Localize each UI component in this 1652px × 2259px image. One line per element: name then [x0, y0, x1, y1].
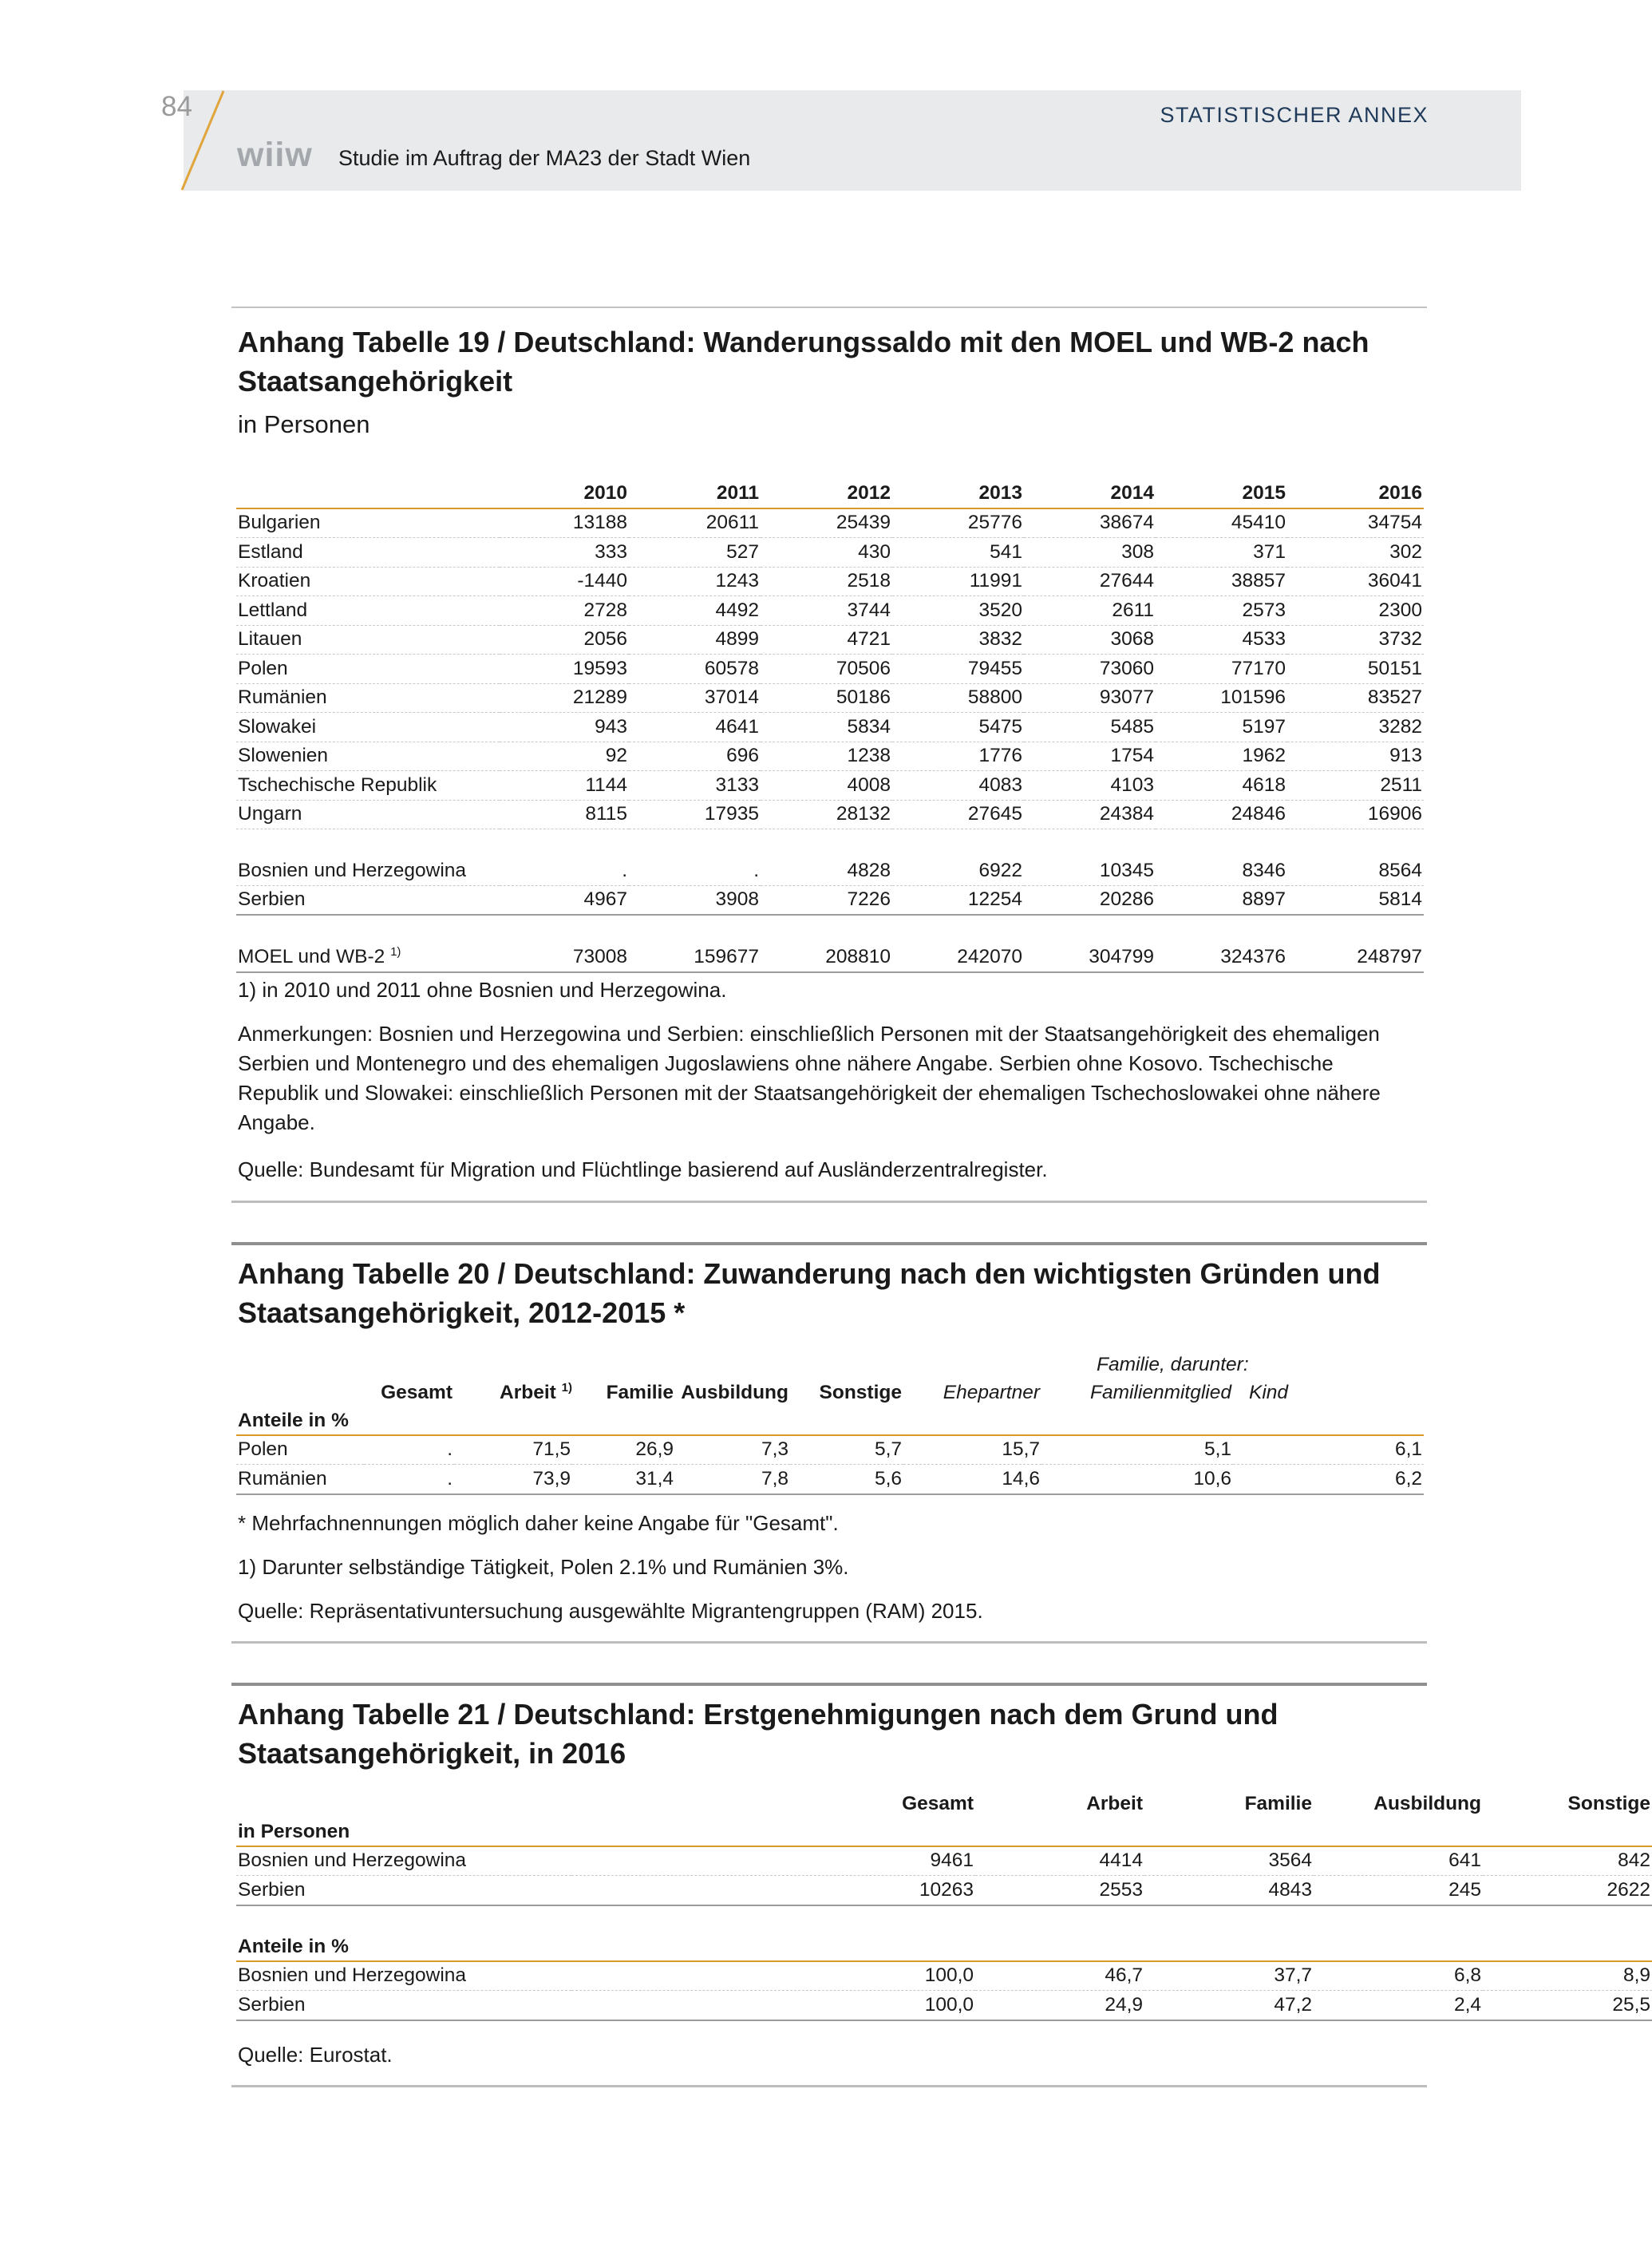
col-header	[454, 1379, 572, 1407]
table-cell: 541	[892, 538, 1024, 568]
table21-title: Anhang Tabelle 21 / Deutschland: Erstgenehmigungen nach dem Grund und Staatsangehörigkeit, in 2016	[238, 1698, 1279, 1770]
row-label: Bosnien und Herzegowina	[236, 1846, 571, 1876]
table-cell: 1243	[629, 567, 761, 596]
table-cell: 1962	[1156, 742, 1287, 771]
table21-corner	[236, 1790, 571, 1818]
table-row	[236, 1846, 1652, 1876]
table-row	[236, 1435, 1424, 1465]
table-cell: 4533	[1156, 625, 1287, 655]
table20	[236, 1379, 1424, 1495]
table-cell: 13188	[500, 508, 629, 538]
row-label: Bulgarien	[236, 508, 500, 538]
table-cell: 1754	[1024, 742, 1156, 771]
col-header: 2010	[500, 479, 629, 508]
table-cell: 12254	[892, 885, 1024, 915]
total-cell: 159677	[629, 943, 761, 972]
table-cell: 37,7	[1144, 1961, 1314, 1991]
table-cell: 8,9	[1483, 1961, 1652, 1991]
col-header: 2012	[761, 479, 892, 508]
table-cell: 4618	[1156, 771, 1287, 801]
table20-header-row	[236, 1379, 1424, 1407]
table-row	[236, 742, 1424, 771]
table-cell: 5197	[1156, 713, 1287, 742]
table-cell: 4414	[975, 1846, 1144, 1876]
table-cell: 641	[1314, 1846, 1483, 1876]
total-cell: 248797	[1287, 943, 1424, 972]
row-label: Slowenien	[236, 742, 500, 771]
table-cell: 5814	[1287, 885, 1424, 915]
table-cell: 4828	[761, 857, 892, 885]
table-cell: 3832	[892, 625, 1024, 655]
table-cell: 5475	[892, 713, 1024, 742]
col-header: Familienmitglied	[1089, 1381, 1231, 1403]
table-cell: 25,5	[1483, 1991, 1652, 2020]
table-row	[236, 625, 1424, 655]
table19-body-wb	[236, 857, 1424, 915]
table21-section-persons	[236, 1818, 1652, 1846]
table-cell: 4083	[892, 771, 1024, 801]
row-label: Slowakei	[236, 713, 500, 742]
table-cell: 50186	[761, 683, 892, 713]
table-cell: 6,2	[1233, 1465, 1424, 1494]
table-cell: 19593	[500, 655, 629, 684]
section-label: STATISTISCHER ANNEX	[1160, 103, 1429, 127]
table-cell: 371	[1156, 538, 1287, 568]
table-row	[236, 596, 1424, 626]
col-header: 2014	[1024, 479, 1156, 508]
table19-title: Anhang Tabelle 19 / Deutschland: Wanderungssaldo mit den MOEL und WB-2 nach Staatsangehörigkeit	[238, 326, 1369, 398]
table-cell: -1440	[500, 567, 629, 596]
row-label: Serbien	[236, 1876, 571, 1905]
table-cell: 101596	[1156, 683, 1287, 713]
table-row	[236, 1961, 1652, 1991]
table-cell: 37014	[629, 683, 761, 713]
table19-source: Quelle: Bundesamt für Migration und Flüchtlinge basierend auf Ausländerzentralregister.	[238, 1157, 1048, 1181]
table21-source: Quelle: Eurostat.	[238, 2043, 393, 2067]
table-cell: 31,4	[572, 1465, 675, 1494]
table-cell: 7,8	[675, 1465, 790, 1494]
row-label	[236, 943, 500, 972]
table-cell: 4967	[500, 885, 629, 915]
col-header: Gesamt	[381, 1381, 453, 1403]
table-cell: 100,0	[571, 1961, 975, 1991]
col-header: Ehepartner	[943, 1381, 1040, 1403]
table-cell: 2056	[500, 625, 629, 655]
table-cell: 6922	[892, 857, 1024, 885]
table19-header-row	[236, 479, 1424, 508]
table-cell: 3520	[892, 596, 1024, 626]
row-label: Tschechische Republik	[236, 771, 500, 801]
table-cell: 34754	[1287, 508, 1424, 538]
table-cell: 27645	[892, 800, 1024, 829]
table-row	[236, 1876, 1652, 1905]
table-row	[236, 800, 1424, 829]
table-cell: 38857	[1156, 567, 1287, 596]
table-cell: 47,2	[1144, 1991, 1314, 2020]
table-cell: 77170	[1156, 655, 1287, 684]
table-cell: 5,6	[790, 1465, 903, 1494]
table-cell: 71,5	[454, 1435, 572, 1465]
table-cell: 308	[1024, 538, 1156, 568]
table-cell: 2622	[1483, 1876, 1652, 1905]
table-cell: 5834	[761, 713, 892, 742]
table-cell: 8564	[1287, 857, 1424, 885]
table-row	[236, 857, 1424, 885]
col-header: Ausbildung	[681, 1381, 788, 1403]
page-number: 84	[161, 91, 192, 122]
section-label: Anteile in %	[236, 1933, 1652, 1961]
table19-corner	[236, 479, 500, 508]
table19-unit: in Personen	[238, 410, 370, 438]
table-cell: 14,6	[903, 1465, 1041, 1494]
table-cell: 3908	[629, 885, 761, 915]
table-cell: 28132	[761, 800, 892, 829]
table20-source: Quelle: Repräsentativuntersuchung ausgewählte Migrantengruppen (RAM) 2015.	[238, 1599, 983, 1623]
table20-title: Anhang Tabelle 20 / Deutschland: Zuwanderung nach den wichtigsten Gründen und Staatsangehörigkeit, 2012-2015 *	[238, 1257, 1381, 1329]
table-cell: 8346	[1156, 857, 1287, 885]
table-cell: 10263	[571, 1876, 975, 1905]
table-row	[236, 538, 1424, 568]
divider	[231, 1641, 1427, 1644]
table20-group-header: Familie, darunter:	[1097, 1354, 1249, 1375]
table-cell: 4721	[761, 625, 892, 655]
table21-header-row	[236, 1790, 1652, 1818]
table21-body-persons	[236, 1846, 1652, 1905]
study-subtitle: Studie im Auftrag der MA23 der Stadt Wien	[338, 146, 751, 170]
table-cell: 333	[500, 538, 629, 568]
col-header: Familie	[1244, 1792, 1312, 1814]
table-cell: 5485	[1024, 713, 1156, 742]
table-cell: 10345	[1024, 857, 1156, 885]
table19-footnote: 1) in 2010 und 2011 ohne Bosnien und Herzegowina.	[238, 978, 727, 1002]
table-row	[236, 508, 1424, 538]
divider	[231, 1683, 1427, 1686]
col-header: Gesamt	[902, 1792, 974, 1814]
table-cell: 45410	[1156, 508, 1287, 538]
table-cell: 3732	[1287, 625, 1424, 655]
table19-remarks: Anmerkungen: Bosnien und Herzegowina und Serbien: einschließlich Personen mit der Staatsangehörigkeit des ehemaligen Serbien und Montenegro und des ehemaligen Jugoslawiens ohne nähere Angabe. Serbien ohne Kosovo. Tschechische Republik und Slowakei: einschließlich Personen mit der Staatsangehörigkeit der ehemaligen Tschechoslowakei ohne nähere Angabe.	[238, 1022, 1381, 1134]
table-cell: 2518	[761, 567, 892, 596]
table-cell: 17935	[629, 800, 761, 829]
table-row	[236, 655, 1424, 684]
table20-body	[236, 1435, 1424, 1494]
table-cell: 8115	[500, 800, 629, 829]
table-cell: 943	[500, 713, 629, 742]
table-cell: 4641	[629, 713, 761, 742]
footnote-mark: 1)	[390, 944, 401, 959]
col-header: Kind	[1249, 1381, 1289, 1403]
col-header: Arbeit	[1086, 1792, 1143, 1814]
table-cell: 245	[1314, 1876, 1483, 1905]
table-cell: 4492	[629, 596, 761, 626]
table19-total-row	[236, 943, 1424, 972]
table-row	[236, 1991, 1652, 2020]
table-cell: 6,8	[1314, 1961, 1483, 1991]
table-cell: 2553	[975, 1876, 1144, 1905]
table-cell: 2,4	[1314, 1991, 1483, 2020]
table-cell: 527	[629, 538, 761, 568]
table-cell: 696	[629, 742, 761, 771]
table-cell: 24384	[1024, 800, 1156, 829]
divider	[231, 1201, 1427, 1203]
table-cell: 2573	[1156, 596, 1287, 626]
logo-slash-icon	[177, 89, 233, 193]
table-cell: 11991	[892, 567, 1024, 596]
table-row	[236, 771, 1424, 801]
table19	[236, 479, 1424, 973]
table-cell: 60578	[629, 655, 761, 684]
table21-section-shares	[236, 1933, 1652, 1961]
total-label: MOEL und WB-2	[238, 945, 385, 967]
table-cell: 58800	[892, 683, 1024, 713]
table-cell: 100,0	[571, 1991, 975, 2020]
table21-body-shares	[236, 1961, 1652, 2020]
table-cell: .	[364, 1435, 454, 1465]
table-cell: 24,9	[975, 1991, 1144, 2020]
footnote-mark: 1)	[561, 1380, 572, 1395]
col-header: 2013	[892, 479, 1024, 508]
table-cell: 73,9	[454, 1465, 572, 1494]
row-label: Estland	[236, 538, 500, 568]
col-header: Sonstige	[1567, 1792, 1650, 1814]
row-label: Serbien	[236, 1991, 571, 2020]
table-cell: 3744	[761, 596, 892, 626]
table-cell: 6,1	[1233, 1435, 1424, 1465]
table-cell: 3068	[1024, 625, 1156, 655]
table-cell: 1238	[761, 742, 892, 771]
table-cell: 25776	[892, 508, 1024, 538]
table-cell: 20611	[629, 508, 761, 538]
table-cell: 50151	[1287, 655, 1424, 684]
col-header: 2016	[1287, 479, 1424, 508]
table-cell: 2728	[500, 596, 629, 626]
table-cell: 4899	[629, 625, 761, 655]
table-cell: 913	[1287, 742, 1424, 771]
section-label: Anteile in %	[236, 1407, 1424, 1435]
table-cell: 2611	[1024, 596, 1156, 626]
wiiw-logo: wiiw	[237, 136, 313, 174]
table-cell: 73060	[1024, 655, 1156, 684]
row-label: Polen	[236, 655, 500, 684]
table19-body	[236, 508, 1424, 829]
table-cell: 2511	[1287, 771, 1424, 801]
table21	[236, 1790, 1652, 2021]
table-cell: 4008	[761, 771, 892, 801]
table-cell: .	[364, 1465, 454, 1494]
table-cell: 16906	[1287, 800, 1424, 829]
table-cell: 27644	[1024, 567, 1156, 596]
table-cell: 842	[1483, 1846, 1652, 1876]
table-cell: 36041	[1287, 567, 1424, 596]
table-row	[236, 713, 1424, 742]
total-cell: 304799	[1024, 943, 1156, 972]
divider	[231, 2085, 1427, 2087]
table-cell: 8897	[1156, 885, 1287, 915]
table-cell: 5,1	[1041, 1435, 1233, 1465]
divider	[231, 307, 1427, 308]
row-label: Bosnien und Herzegowina	[236, 1961, 571, 1991]
table-cell: 93077	[1024, 683, 1156, 713]
table-cell: 24846	[1156, 800, 1287, 829]
table-cell: 3564	[1144, 1846, 1314, 1876]
table-row	[236, 567, 1424, 596]
table-cell: 1144	[500, 771, 629, 801]
table20-section-row	[236, 1407, 1424, 1435]
table-cell: 430	[761, 538, 892, 568]
row-label: Serbien	[236, 885, 500, 915]
table-cell: 9461	[571, 1846, 975, 1876]
row-label: Rumänien	[236, 1465, 364, 1494]
table-cell: 1776	[892, 742, 1024, 771]
total-cell: 73008	[500, 943, 629, 972]
table20-note-star: * Mehrfachnennungen möglich daher keine Angabe für "Gesamt".	[238, 1511, 839, 1535]
section-label: in Personen	[236, 1818, 1652, 1846]
col-header: 2011	[629, 479, 761, 508]
row-label: Rumänien	[236, 683, 500, 713]
table-row	[236, 885, 1424, 915]
table-cell: 46,7	[975, 1961, 1144, 1991]
table-cell: 79455	[892, 655, 1024, 684]
row-label: Ungarn	[236, 800, 500, 829]
table-cell: 25439	[761, 508, 892, 538]
table-cell: 7,3	[675, 1435, 790, 1465]
table-cell: 2300	[1287, 596, 1424, 626]
table-cell: 21289	[500, 683, 629, 713]
table-cell: 20286	[1024, 885, 1156, 915]
row-label: Lettland	[236, 596, 500, 626]
table-cell: 26,9	[572, 1435, 675, 1465]
table-cell: 3133	[629, 771, 761, 801]
table-cell: 5,7	[790, 1435, 903, 1465]
col-header: Familie	[606, 1381, 674, 1403]
col-header-arbeit: Arbeit	[500, 1381, 556, 1403]
table-cell: .	[500, 857, 629, 885]
table-cell: 4103	[1024, 771, 1156, 801]
table-cell: 92	[500, 742, 629, 771]
table-row	[236, 683, 1424, 713]
row-label: Polen	[236, 1435, 364, 1465]
table20-corner	[236, 1379, 364, 1407]
table-cell: 10,6	[1041, 1465, 1233, 1494]
total-cell: 242070	[892, 943, 1024, 972]
table-cell: 15,7	[903, 1435, 1041, 1465]
table-cell: .	[629, 857, 761, 885]
table-cell: 3282	[1287, 713, 1424, 742]
col-header: Sonstige	[819, 1381, 902, 1403]
total-cell: 324376	[1156, 943, 1287, 972]
col-header: 2015	[1156, 479, 1287, 508]
table-cell: 70506	[761, 655, 892, 684]
divider	[231, 1242, 1427, 1245]
table-row	[236, 1465, 1424, 1494]
row-label: Litauen	[236, 625, 500, 655]
col-header: Ausbildung	[1373, 1792, 1481, 1814]
total-cell: 208810	[761, 943, 892, 972]
row-label: Kroatien	[236, 567, 500, 596]
table-cell: 4843	[1144, 1876, 1314, 1905]
table-cell: 7226	[761, 885, 892, 915]
table-cell: 302	[1287, 538, 1424, 568]
row-label: Bosnien und Herzegowina	[236, 857, 500, 885]
table20-note-1: 1) Darunter selbständige Tätigkeit, Polen 2.1% und Rumänien 3%.	[238, 1555, 849, 1579]
table-cell: 83527	[1287, 683, 1424, 713]
table-cell: 38674	[1024, 508, 1156, 538]
